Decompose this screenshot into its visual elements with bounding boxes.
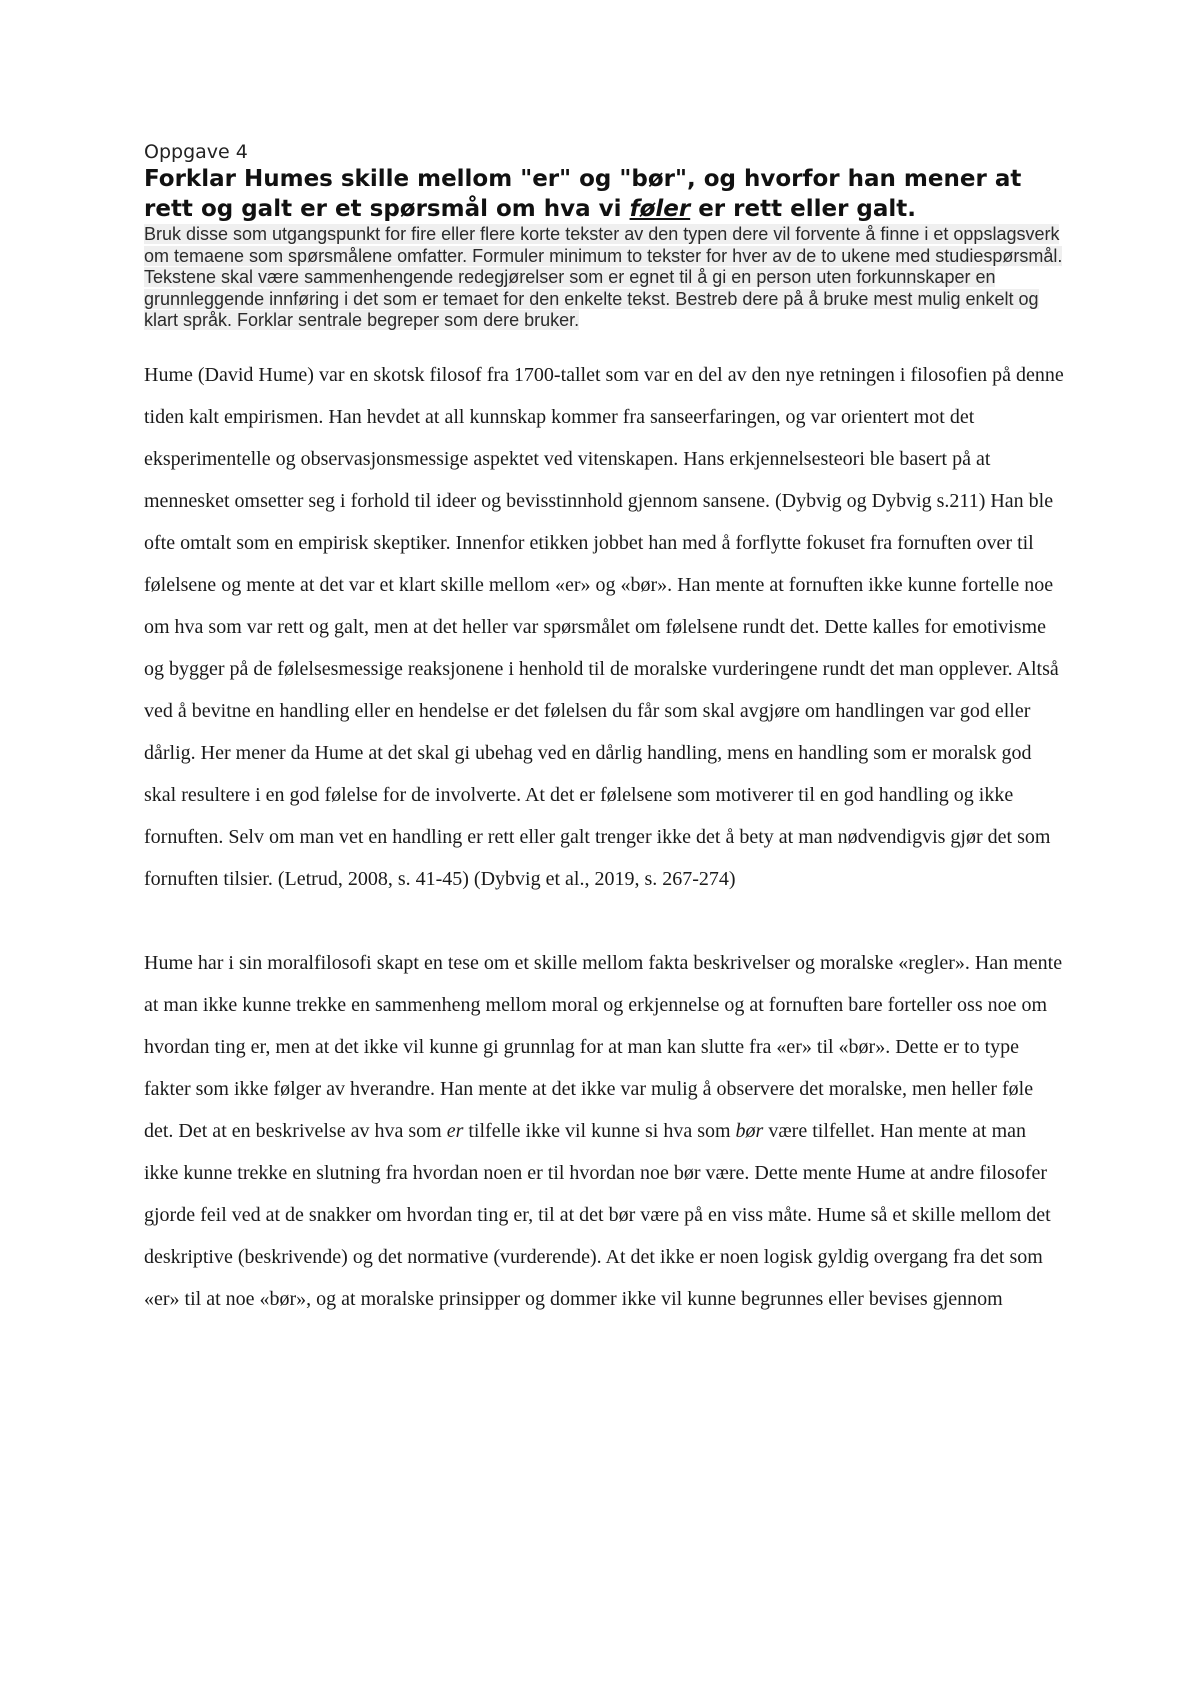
task-title [144, 164, 1064, 224]
document-page [144, 140, 1064, 1320]
task-title-part1: Forklar Humes skille mellom "er" og "bør", og hvorfor han mener at rett og galt er et spørsmål om hva vi [144, 166, 1022, 222]
task-label: Oppgave 4 [144, 141, 248, 163]
task-title-emphasis: føler [629, 196, 691, 222]
paragraph-2-emphasis-er: er [446, 1119, 464, 1142]
paragraph-2-part3: være tilfellet. Han mente at man ikke kunne trekke en slutning fra hvordan noen er til hvordan noe bør være. Dette mente Hume at andre filosofer gjorde feil ved at de snakker om hvordan ting er, til at det bør være på en viss måte. Hume så et skille mellom det deskriptive (beskrivende) og det normative (vurderende). At det ikke er noen logisk gyldig overgang fra det som «er» til at noe «bør», og at moralske prinsipper og dommer ikke vil kunne begrunnes eller bevises gjennom [144, 1119, 1051, 1310]
paragraph-1: Hume (David Hume) var en skotsk filosof fra 1700-tallet som var en del av den nye retningen i filosofien på denne tiden kalt empirismen. Han hevdet at all kunnskap kommer fra sanseerfaringen, og var orientert mot det eksperimentelle og observasjonsmessige aspektet ved vitenskapen. Hans erkjennelsesteori ble basert på at mennesket omsetter seg i forhold til ideer og bevisstinnhold gjennom sansene. (Dybvig og Dybvig s.211) Han ble ofte omtalt som en empirisk skeptiker. Innenfor etikken jobbet han med å forflytte fokuset fra fornuften over til følelsene og mente at det var et klart skille mellom «er» og «bør». Han mente at fornuften ikke kunne fortelle noe om hva som var rett og galt, men at det heller var spørsmålet om følelsene rundt det. Dette kalles for emotivisme og bygger på de følelsesmessige reaksjonene i henhold til de moralske vurderingene rundt det man opplever. Altså ved å bevitne en handling eller en hendelse er det følelsen du får som skal avgjøre om handlingen var god eller dårlig. Her mener da Hume at det skal gi ubehag ved en dårlig handling, mens en handling som er moralsk god skal resultere i en god følelse for de involverte. At det er følelsene som motiverer til en god handling og ikke fornuften. Selv om man vet en handling er rett eller galt trenger ikke det å bety at man nødvendigvis gjør det som fornuften tilsier. (Letrud, 2008, s. 41-45) (Dybvig et al., 2019, s. 267-274) [144, 363, 1064, 890]
task-instructions [144, 224, 1064, 332]
paragraph-2-part2: tilfelle ikke vil kunne si hva som [463, 1119, 736, 1142]
paragraph-2-part1: Hume har i sin moralfilosofi skapt en tese om et skille mellom fakta beskrivelser og moralske «regler». Han mente at man ikke kunne trekke en sammenheng mellom moral og erkjennelse og at fornuften bare forteller oss noe om hvordan ting er, men at det ikke vil kunne gi grunnlag for at man kan slutte fra «er» til «bør». Dette er to type fakter som ikke følger av hverandre. Han mente at det ikke var mulig å observere det moralske, men heller føle det. Det at en beskrivelse av hva som [144, 951, 1063, 1142]
task-instructions-text: Bruk disse som utgangspunkt for fire eller flere korte tekster av den typen dere vil forvente å finne i et oppslagsverk om temaene som spørsmålene omfatter. Formuler minimum to tekster for hver av de to ukene med studiespørsmål. Tekstene skal være sammenhengende redegjørelser som er egnet til å gi en person uten forkunnskaper en grunnleggende innføring i det som er temaet for den enkelte tekst. Bestreb dere på å bruke mest mulig enkelt og klart språk. Forklar sentrale begreper som dere bruker. [144, 224, 1063, 330]
paragraph-2 [144, 942, 1064, 1320]
paragraph-2-emphasis-bor: bør [735, 1119, 764, 1142]
task-title-part2: er rett eller galt. [690, 196, 917, 222]
paragraph-spacer [144, 900, 1064, 942]
